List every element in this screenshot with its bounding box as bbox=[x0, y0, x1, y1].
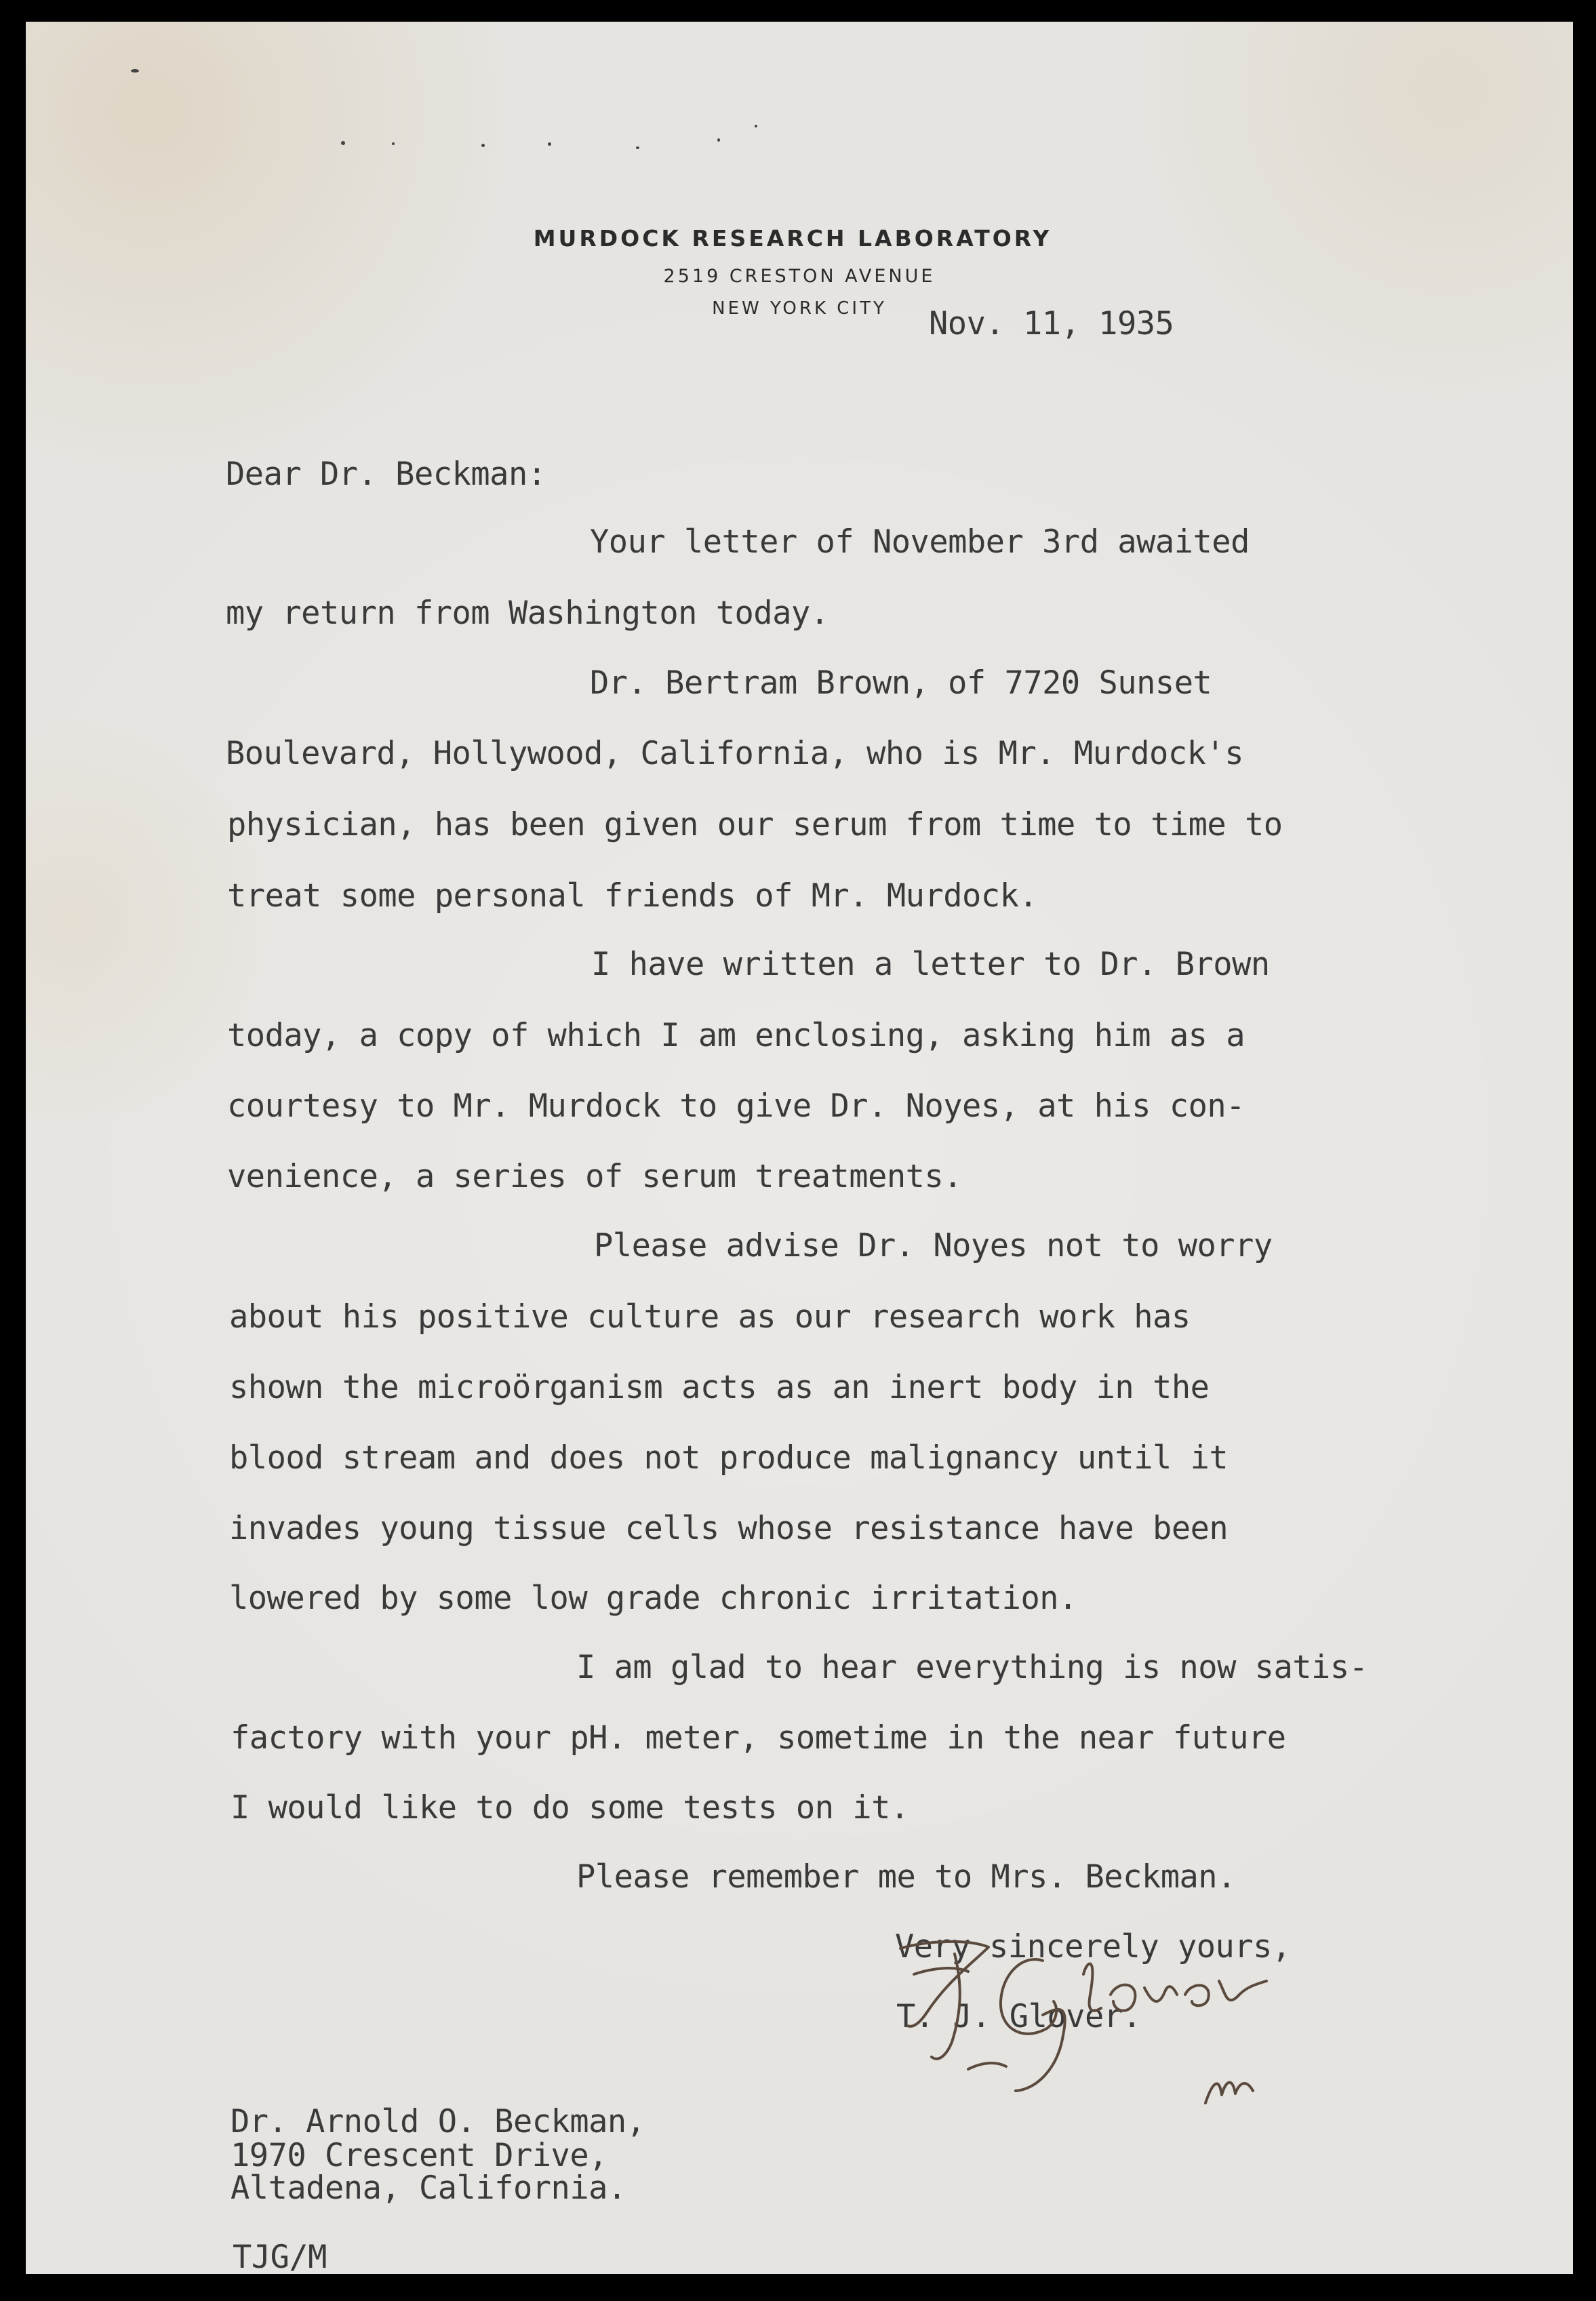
letter-date: Nov. 11, 1935 bbox=[929, 305, 1174, 342]
address-line: Altadena, California. bbox=[231, 2169, 626, 2207]
body-line: shown the microörganism acts as an inert body in the bbox=[229, 1369, 1210, 1406]
signer-name: T. J. Glover. bbox=[896, 1998, 1142, 2035]
body-line: physician, has been given our serum from time to time to bbox=[227, 806, 1283, 843]
body-line: my return from Washington today. bbox=[226, 595, 829, 632]
body-line: invades young tissue cells whose resistance have been bbox=[229, 1510, 1229, 1547]
address-line: 1970 Crescent Drive, bbox=[231, 2137, 607, 2174]
body-line: courtesy to Mr. Murdock to give Dr. Noyes, at his con- bbox=[227, 1087, 1245, 1125]
letter-page bbox=[26, 22, 1573, 2274]
body-line: Your letter of November 3rd awaited bbox=[590, 523, 1250, 561]
body-line: blood stream and does not produce malignancy until it bbox=[229, 1439, 1229, 1477]
body-line: Boulevard, Hollywood, California, who is Mr. Murdock's bbox=[226, 735, 1244, 772]
salutation: Dear Dr. Beckman: bbox=[226, 456, 546, 493]
body-line: treat some personal friends of Mr. Murdock. bbox=[227, 877, 1038, 915]
letterhead-street: 2519 CRESTON AVENUE bbox=[663, 266, 936, 287]
letterhead-name: MURDOCK RESEARCH LABORATORY bbox=[533, 225, 1052, 252]
handwritten-signature bbox=[887, 1934, 1375, 2117]
body-line: Dr. Bertram Brown, of 7720 Sunset bbox=[590, 664, 1212, 702]
body-line: Please advise Dr. Noyes not to worry bbox=[594, 1227, 1273, 1264]
body-line: today, a copy of which I am enclosing, asking him as a bbox=[227, 1017, 1245, 1054]
body-line: lowered by some low grade chronic irritation. bbox=[229, 1580, 1077, 1617]
address-line: Dr. Arnold O. Beckman, bbox=[231, 2103, 645, 2140]
body-line: I have written a letter to Dr. Brown bbox=[591, 946, 1270, 983]
body-line: Please remember me to Mrs. Beckman. bbox=[576, 1858, 1236, 1896]
reference-initials: TJG/M bbox=[233, 2239, 327, 2274]
closing: Very sincerely yours, bbox=[895, 1928, 1291, 1965]
body-line: I am glad to hear everything is now satis- bbox=[576, 1649, 1368, 1686]
body-line: about his positive culture as our research work has bbox=[229, 1298, 1191, 1336]
letterhead-city: NEW YORK CITY bbox=[712, 298, 887, 319]
body-line: venience, a series of serum treatments. bbox=[227, 1158, 963, 1195]
body-line: I would like to do some tests on it. bbox=[231, 1789, 909, 1826]
body-line: factory with your pH. meter, sometime in the near future bbox=[231, 1719, 1286, 1757]
